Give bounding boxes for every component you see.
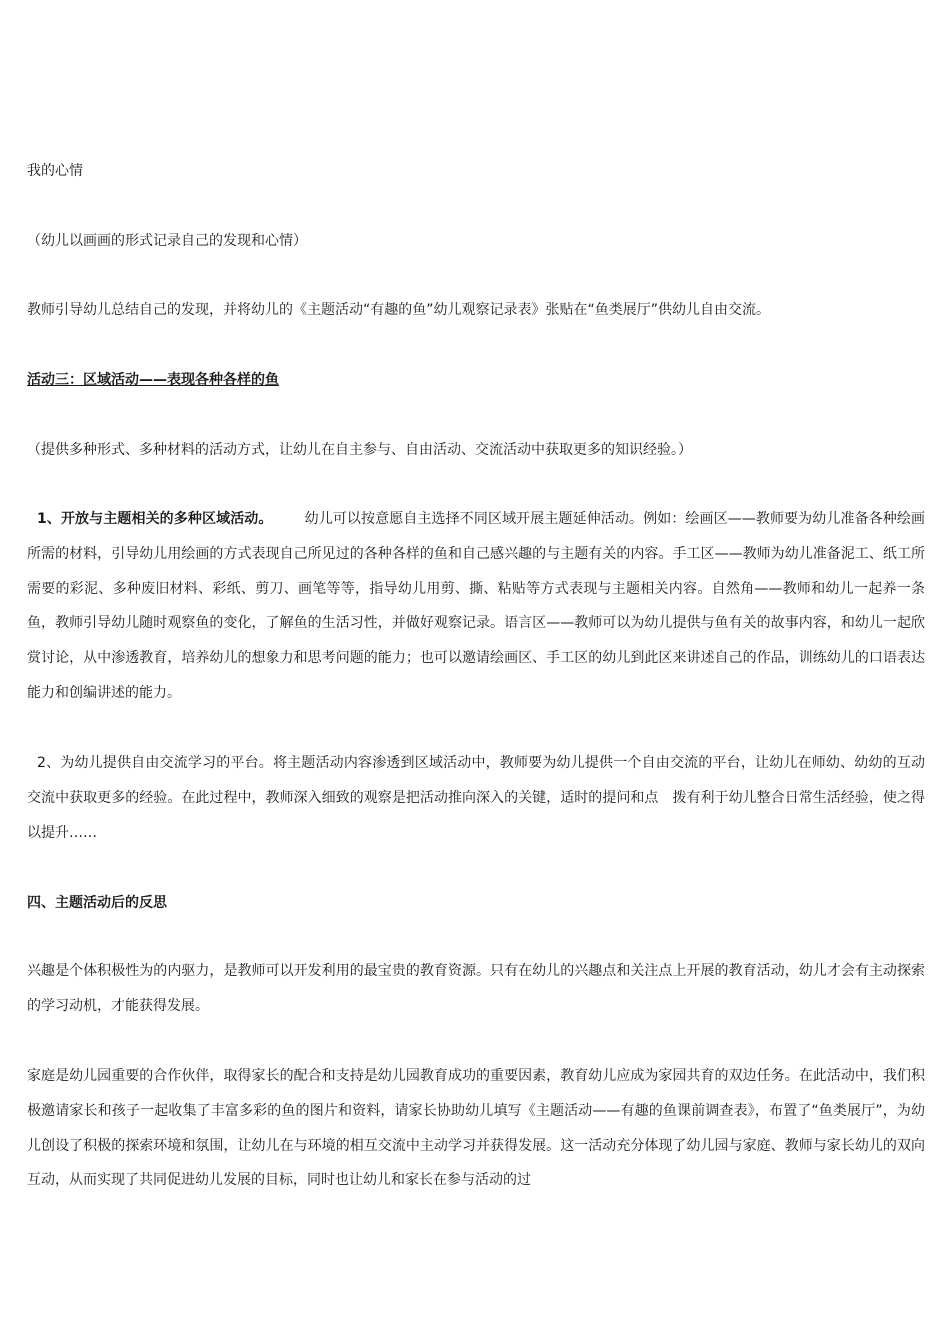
item1-lead: 1、开放与主题相关的多种区域活动。 <box>37 511 273 527</box>
mood-title: 我的心情 <box>27 163 83 179</box>
mood-note: （幼儿以画画的形式记录自己的发现和心情） <box>27 233 307 249</box>
reflection-paragraph-1: 兴趣是个体积极性为的内驱力，是教师可以开发利用的最宝贵的教育资源。只有在幼儿的兴趣点和关注点上开展的教育活动，幼儿才会有主动探索的学习动机，才能获得发展。 <box>27 963 925 1014</box>
reflection-paragraph-2: 家庭是幼儿园重要的合作伙伴，取得家长的配合和支持是幼儿园教育成功的重要因素，教育幼儿应成为家园共育的双边任务。在此活动中，我们积极邀请家长和孩子一起收集了丰富多彩的鱼的图片和资料，请家长协助幼儿填写《主题活动——有趣的鱼课前调查表》，布置了“鱼类展厅”，为幼儿创设了积极的探索环境和氛围，让幼儿在与环境的相互交流中主动学习并获得发展。这一活动充分体现了幼儿园与家庭、教师与家长幼儿的双向互动，从而实现了共同促进幼儿发展的目标，同时也让幼儿和家长在参与活动的过 <box>27 1068 925 1189</box>
item1-paragraph <box>27 502 925 711</box>
item2-paragraph <box>27 746 925 850</box>
item2-text: 2、为幼儿提供自由交流学习的平台。将主题活动内容渗透到区域活动中，教师要为幼儿提供一个自由交流的平台，让幼儿在师幼、幼幼的互动交流中获取更多的经验。在此过程中，教师深入细致的观察是把活动推向深入的关键，适时的提问和点 拨有利于幼儿整合日常生活经验，使之得以提升…… <box>27 755 925 841</box>
summary-line: 教师引导幼儿总结自己的发现，并将幼儿的《主题活动“有趣的鱼”幼儿观察记录表》张贴在“鱼类展厅”供幼儿自由交流。 <box>27 302 771 318</box>
section4-heading: 四、主题活动后的反思 <box>27 895 167 911</box>
activity3-note: （提供多种形式、多种材料的活动方式，让幼儿在自主参与、自由活动、交流活动中获取更多的知识经验。） <box>27 442 692 458</box>
item1-body: 幼儿可以按意愿自主选择不同区域开展主题延伸活动。例如：绘画区——教师要为幼儿准备各种绘画所需的材料，引导幼儿用绘画的方式表现自己所见过的各种各样的鱼和自己感兴趣的与主题有关的内容。手工区——教师为幼儿准备泥工、纸工所需要的彩泥、多种废旧材料、彩纸、剪刀、画笔等等，指导幼儿用剪、撕、粘贴等方式表现与主题相关内容。自然角——教师和幼儿一起养一条鱼，教师引导幼儿随时观察鱼的变化，了解鱼的生活习性，并做好观察记录。语言区——教师可以为幼儿提供与鱼有关的故事内容，和幼儿一起欣赏讨论，从中渗透教育，培养幼儿的想象力和思考问题的能力；也可以邀请绘画区、手工区的幼儿到此区来讲述自己的作品，训练幼儿的口语表达能力和创编讲述的能力。 <box>27 511 925 701</box>
activity3-heading: 活动三：区域活动——表现各种各样的鱼 <box>27 372 279 388</box>
